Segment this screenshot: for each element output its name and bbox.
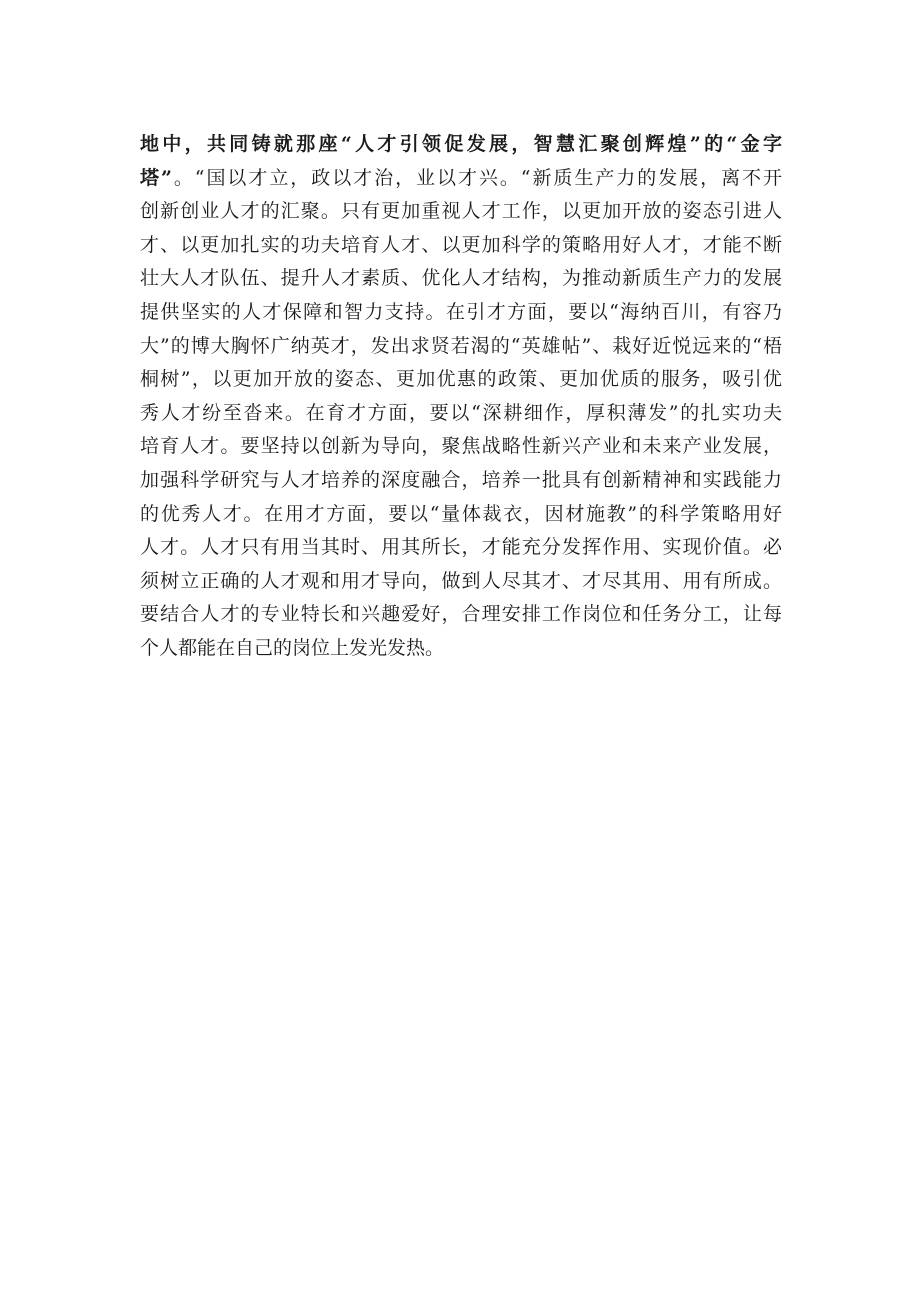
text-line-7: 大”的博大胸怀广纳英才，发出求贤若渴的“英雄帖”、栽好近悦远来的“梧 xyxy=(140,334,782,357)
text-line-13: 人才。人才只有用当其时、用其所长，才能充分发挥作用、实现价值。必 xyxy=(140,536,782,559)
text-line-6: 提供坚实的人才保障和智力支持。在引才方面，要以“海纳百川，有容乃 xyxy=(140,300,782,323)
text-line-16: 个人都能在自己的岗位上发光发热。 xyxy=(140,636,445,659)
text-line-12: 的优秀人才。在用才方面，要以“量体裁衣，因材施教”的科学策略用好 xyxy=(140,502,782,525)
text-line-2 xyxy=(140,162,782,196)
text-line-11: 加强科学研究与人才培养的深度融合，培养一批具有创新精神和实践能力 xyxy=(140,468,782,491)
text-line-4: 才、以更加扎实的功夫培育人才、以更加科学的策略用好人才，才能不断 xyxy=(140,233,782,256)
body-paragraph xyxy=(140,128,782,666)
text-line-10: 培育人才。要坚持以创新为导向，聚焦战略性新兴产业和未来产业发展， xyxy=(140,435,782,458)
text-line-8: 桐树”，以更加开放的姿态、更加优惠的政策、更加优质的服务，吸引优 xyxy=(140,368,782,391)
text-line-15: 要结合人才的专业特长和兴趣爱好，合理安排工作岗位和任务分工，让每 xyxy=(140,603,782,626)
text-line-2-rest: 。“国以才立，政以才治，业以才兴。“新质生产力的发展，离不开 xyxy=(171,166,782,189)
text-line-1: 地中，共同铸就那座“人才引领促发展，智慧汇聚创辉煌”的“金字 xyxy=(140,133,782,155)
text-line-3: 创新创业人才的汇聚。只有更加重视人才工作，以更加开放的姿态引进人 xyxy=(140,200,782,223)
text-line-5: 壮大人才队伍、提升人才素质、优化人才结构，为推动新质生产力的发展 xyxy=(140,267,782,290)
text-line-9: 秀人才纷至沓来。在育才方面，要以“深耕细作，厚积薄发”的扎实功夫 xyxy=(140,401,782,424)
text-line-2-bold: 塔” xyxy=(140,166,172,189)
text-line-14: 须树立正确的人才观和用才导向，做到人尽其才、才尽其用、用有所成。 xyxy=(140,569,782,592)
